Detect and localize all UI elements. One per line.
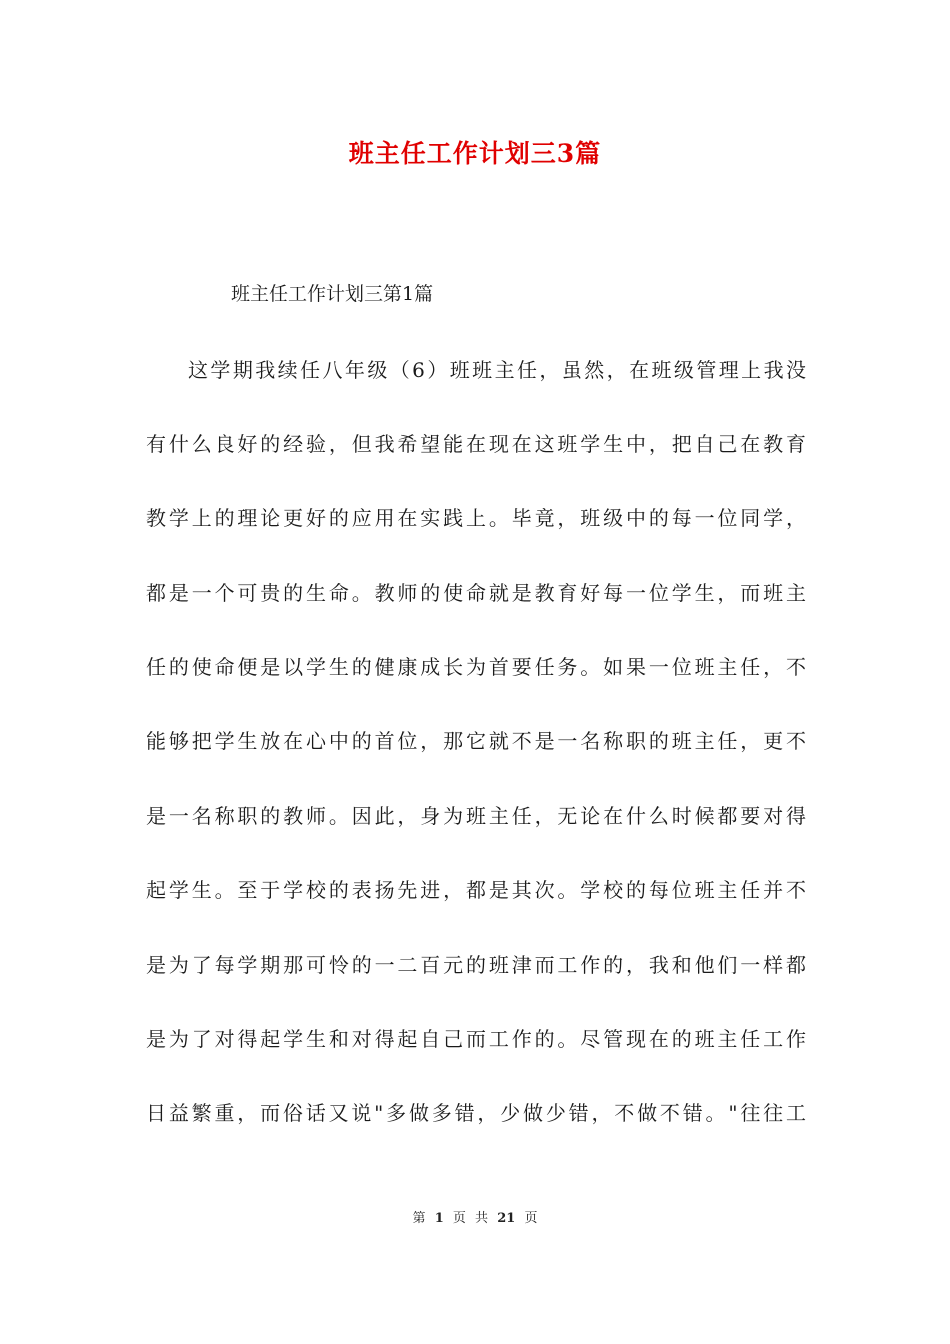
document-title: 班主任工作计划三3篇	[348, 139, 602, 168]
paragraph-line-7: 是一名称职的教师。因此，身为班主任，无论在什么时候都要对得	[146, 804, 806, 828]
paragraph-line-3: 教学上的理论更好的应用在实践上。毕竟，班级中的每一位同学，	[146, 506, 806, 530]
footer-prefix: 第	[412, 1211, 426, 1226]
footer-total-pages: 21	[497, 1211, 516, 1226]
paragraph-line-1: 这学期我续任八年级（6）班班主任，虽然，在班级管理上我没	[188, 358, 806, 382]
paragraph-line-9: 是为了每学期那可怜的一二百元的班津而工作的，我和他们一样都	[146, 953, 806, 977]
paragraph-line-11: 日益繁重，而俗话又说"多做多错，少做少错，不做不错。"往往工	[146, 1101, 806, 1125]
section-heading: 班主任工作计划三第1篇	[231, 283, 434, 305]
footer-suffix: 页	[524, 1211, 538, 1226]
paragraph-line-4: 都是一个可贵的生命。教师的使命就是教育好每一位学生，而班主	[146, 581, 806, 605]
footer-page-label: 页	[452, 1211, 466, 1226]
paragraph-line-8: 起学生。至于学校的表扬先进，都是其次。学校的每位班主任并不	[146, 878, 806, 902]
footer-page-number: 1	[434, 1211, 444, 1226]
paragraph-line-10: 是为了对得起学生和对得起自己而工作的。尽管现在的班主任工作	[146, 1027, 806, 1051]
paragraph-line-5: 任的使命便是以学生的健康成长为首要任务。如果一位班主任，不	[146, 655, 806, 679]
paragraph-line-2: 有什么良好的经验，但我希望能在现在这班学生中，把自己在教育	[146, 432, 806, 456]
footer-total-label: 共	[475, 1211, 489, 1226]
page-footer	[0, 1209, 950, 1229]
paragraph-line-6: 能够把学生放在心中的首位，那它就不是一名称职的班主任，更不	[146, 729, 806, 753]
